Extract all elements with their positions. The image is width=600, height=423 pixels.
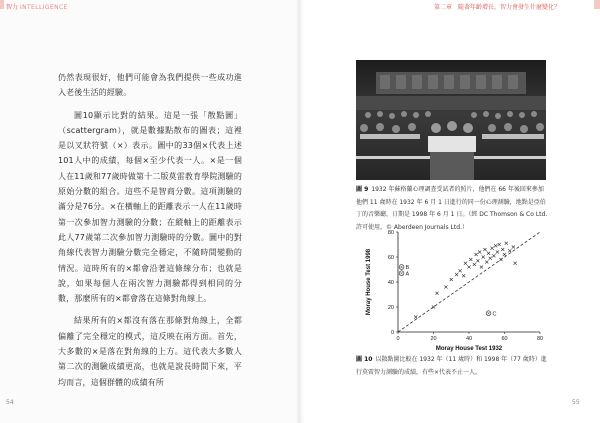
scatter-point — [469, 258, 472, 261]
figure-label: 圖 10 — [356, 356, 373, 363]
x-tick-label: 0 — [396, 336, 400, 342]
scatter-point — [508, 249, 511, 252]
scatter-point — [444, 285, 447, 288]
x-tick-label: 20 — [430, 336, 437, 342]
scatter-point — [496, 250, 499, 253]
scatter-point — [505, 242, 508, 245]
scatter-point — [467, 265, 470, 268]
paragraph: 結果所有的×都沒有落在那條對角線上，全都偏離了完全穩定的模式，這反映在兩方面。首先，大多數的×是落在對角線的上方。這代表大多數人第二次的測驗成績更高，也就是說長時間下來，平均而言，這個群體的成績有所 — [58, 316, 242, 387]
scatter-point — [483, 248, 486, 251]
scatter-point — [490, 247, 493, 250]
paragraph: 圖10顯示比對的結果。這是一張「散點圖」（scattergram），就是數據點散布的圖表；這裡是以叉狀符號（×）表示。圖中的33個×代表上述101人中的成績，每個×至少代表一人。×是一個人在11歲和77歲時做第十二版莫雷教育學院測驗的原始分數的組合。這些不是智商分數。這項測驗的滿分是76分。×在橫軸上的距離表示一人在11歲時第一次參加智力測驗的分數；在縱軸上的距離表示此人77歲第二次參加智力測驗時的分數。圖中的對角線代表智力測驗分數完全穩定，不隨時間變動的情況。這時所有的×都會沿著這條線分布；也就是說，如果每個人在兩次智力測驗都得到相同的分數，那麼所有的×都會落在這條對角線上。 — [58, 110, 242, 304]
scatter-point — [501, 248, 504, 251]
scatter-point — [414, 315, 417, 318]
book-gutter — [296, 0, 304, 423]
figure-label: 圖 9 — [356, 186, 369, 193]
annotation-marker — [486, 311, 496, 317]
annotation-label: C — [492, 311, 497, 318]
scatter-point — [476, 259, 479, 262]
scatter-point — [478, 250, 481, 253]
scatter-point — [435, 292, 438, 295]
scatter-point — [480, 265, 483, 268]
scatter-point — [494, 244, 497, 247]
caption-text: 1932 年蘇格蘭心理調查受試者的照片，他們在 66 年後回來參加他們 11 歲時在 1932 年 6 月 1 日進行的同一份心理測驗，地點是亞伯丁的音樂廳，日期是 1998 年 6 月 1 日。（經 DC Thomson & Co Ltd. 許可使用，© Aberdeen Journals Ltd.） — [356, 186, 548, 231]
x-axis-label: Moray House Test 1932 — [435, 346, 503, 352]
scatter-point — [462, 274, 465, 277]
photo-illustration — [356, 60, 546, 180]
scatter-point — [475, 253, 478, 256]
scatter-point — [498, 243, 501, 246]
scatter-point — [492, 254, 495, 257]
diagonal-line — [398, 232, 540, 332]
page-number-left: 54 — [6, 399, 14, 406]
y-tick-label: 60 — [387, 255, 394, 261]
caption-text: 以散點圖比較在 1932 年（11 歲時）和 1998 年（77 歲時）進行莫雷智力測驗的成績，有些×代表不止一人。 — [356, 356, 547, 376]
annotation-marker — [399, 265, 409, 271]
scatter-point — [432, 305, 435, 308]
y-axis-label: Moray House Test 1998 — [366, 248, 372, 316]
page-number-right: 55 — [572, 399, 580, 406]
book-subtitle: INTELLIGENCE — [19, 4, 68, 11]
chart-ticks — [388, 230, 543, 342]
data-points — [414, 242, 517, 319]
annotation-label: B — [405, 265, 410, 271]
x-tick-label: 80 — [536, 336, 544, 342]
running-header-right: 第二章 隨著年齡增長，智力會發生什麼變化？ — [433, 4, 560, 11]
x-tick-label: 40 — [465, 336, 473, 342]
scatter-plot — [358, 224, 548, 352]
annotation-label: A — [405, 271, 410, 278]
scatter-point — [499, 258, 502, 261]
scatter-point — [482, 255, 485, 258]
scatter-point — [473, 263, 476, 266]
scatter-point — [514, 262, 517, 265]
scatter-point — [459, 269, 462, 272]
scatter-point — [489, 257, 492, 260]
y-tick-label: 20 — [387, 305, 394, 311]
annotation-marker — [399, 271, 409, 277]
header-bar-left — [0, 0, 4, 9]
header-bar-right — [594, 0, 600, 9]
body-text — [58, 70, 242, 397]
y-tick-label: 80 — [387, 230, 394, 236]
scatter-point — [503, 253, 506, 256]
running-header-left — [6, 2, 68, 11]
book-title: 智力 — [6, 4, 19, 11]
paragraph: 仍然表現很好，他們可能會為我們提供一些成功進入老後生活的經驗。 — [58, 73, 242, 98]
scatter-point — [487, 252, 490, 255]
y-tick-label: 40 — [387, 280, 394, 286]
x-tick-label: 60 — [501, 336, 508, 342]
figure-10-caption — [356, 354, 548, 379]
concert-hall-photo — [356, 60, 546, 180]
scatter-point — [450, 278, 453, 281]
y-tick-label: 0 — [390, 330, 394, 336]
scatter-point — [455, 273, 458, 276]
scatter-chart — [358, 224, 548, 352]
scatter-point — [464, 262, 467, 265]
scatter-point — [512, 245, 515, 248]
scatter-point — [485, 260, 488, 263]
